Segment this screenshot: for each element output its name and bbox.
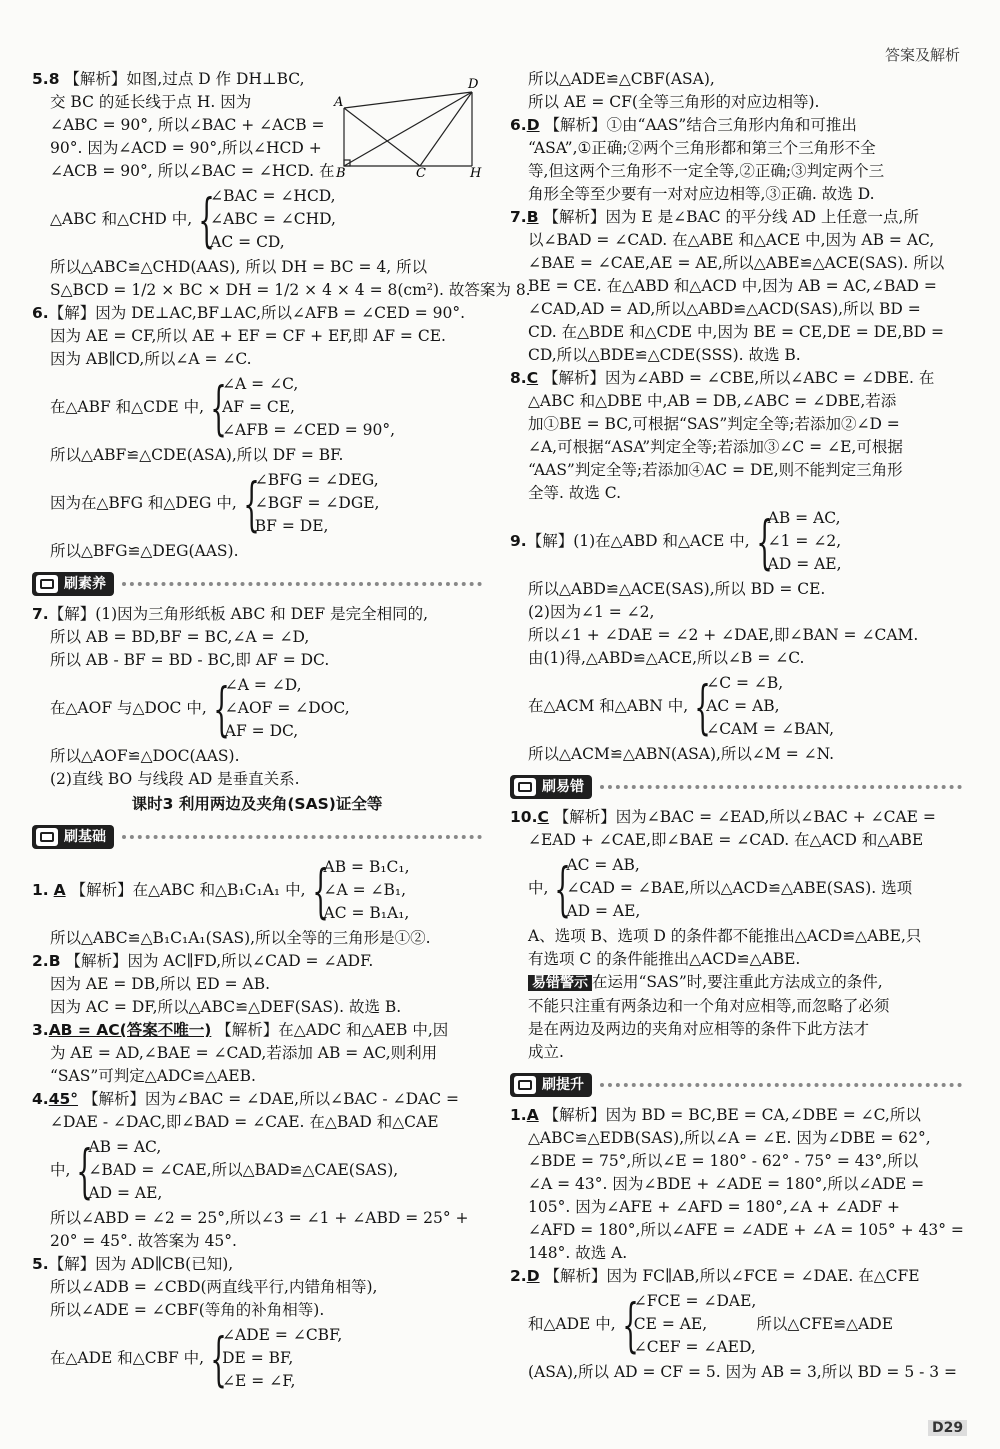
- r-q9-system2: 在△ACM 和△ABN 中, { ∠C = ∠B, AC = AB, ∠CAM = ∠BAN,: [528, 672, 835, 741]
- r-p2-system: 和△ADE 中, { ∠FCE = ∠DAE, CE = AE, ∠CEF = ∠AED, 所以△CFE≌△ADE: [528, 1290, 894, 1359]
- b4-line1: 4.45° 【解析】因为∠BAC = ∠DAE,所以∠BAC - ∠DAC =: [32, 1090, 459, 1108]
- b5-line1: 5.【解】因为 AD∥CB(已知),: [32, 1255, 234, 1273]
- banner-basics: 刷基础: [32, 822, 482, 852]
- r-p1-line1: 1.A 【解析】因为 BD = BC,BE = CA,∠DBE = ∠C,所以: [510, 1106, 921, 1124]
- q7-system: 在△AOF 与△DOC 中, { ∠A = ∠D, ∠AOF = ∠DOC, AF = DC,: [50, 674, 350, 743]
- book-icon: [36, 828, 58, 846]
- brace: {: [76, 1136, 94, 1205]
- r-q10-system: 中, { AC = AB, ∠CAD = ∠BAE, AD = AE, 所以△ACD≌△ABE(SAS). 选项: [528, 854, 913, 923]
- warn-line1: 易错警示 在运用“SAS”时,要注重此方法成立的条件,: [510, 971, 962, 995]
- brace: {: [554, 854, 572, 923]
- brace: {: [243, 469, 260, 538]
- label-d: D: [468, 77, 479, 92]
- right-column: 所以△ADE≌△CBF(ASA), 所以 AE = CF(全等三角形的对应边相等). 6.D 【解析】①由“AAS”结合三角形内角和可推出 “ASA”,①正确;②两个三角形都和第三个三角形不全 等,但这两个三角形不一定全等,②正确;③判定两个三 角形全等至少要有一对对应边相等,③正确. 故选 D. 7.B 【解析】因为 E 是∠BAC 的平分线 AD 上任意一点,所 以∠BAD = ∠CAD. 在△ABE 和△ACE 中,因为 AB = AC, ∠BAE = ∠CAE,AE = AE,所以△ABE≌△ACE(SAS). 所以 BE = CE. 在△ABD 和△ACD 中,因为 AB = AC,∠BAD = ∠CAD,AD = AD,所以△ABD≌△ACD(SAS),所以 BD = CD. 在△BDE 和△CDE 中,因为 BE = CE,DE = DE,BD = CD,所以△BDE≌△CDE(SSS). 故选 B. 8.C 【解析】因为∠ABD = ∠CBE,所以∠ABC = ∠DBE. 在 △ABC 和△DBE 中,AB = DB,∠ABC = ∠DBE,若添 加①BE = BC,可根据“SAS”判定全等;若添加②∠D = ∠A,可根据“ASA”判定全等;若添加③∠C = ∠E,可根据 “AAS”判定全等;若添加④AC = DE,则不能判定三角形 全等. 故选 C. 9. 【解】(1)在△ABD 和△ACE 中, { AB = AC, ∠1 = ∠2, AD = AE, 所以△ABD≌△ACE(SAS),所以 BD = CE. (2)因为∠1 = ∠2, 所以∠1 + ∠DAE = ∠2 + ∠DAE,即∠BAN = ∠CAM. 由(1)得,△ABD≌△ACE,所以∠B = ∠C. 在△ACM 和△ABN 中, { ∠C = ∠B, AC = AB, ∠CAM = ∠BAN, 所以△ACM≌△ABN(ASA),所以∠M = ∠N. 刷易错 10.C 【解析】因为∠BAC = ∠EAD,所以∠BAC + ∠CAE = ∠EAD + ∠CAE,即∠BAE = ∠CAD. 在△ACD 和△ABE 中, { AC = AB, ∠CAD = ∠BAE, AD = AE, 所以△ACD≌△ABE(SAS). 选项 A、选项 B、选项 D 的条件都不能推出△ACD≌△ABE,只 有选项 C 的条件能推出△ACD≌△ABE. 易错警示 在运用“SAS”时,要注重此方法成立的条件, 不能只注重有两条边和一个角对应相等,而忽略了必须 是在两边及两边的夹角对应相等的条件下此方法才 成立. 刷提升 1.A 【解析】因为 BD = BC,BE = CA,∠DBE = ∠C,所以 △ABC≌△EDB(SAS),所以∠A = ∠E. 因为∠DBE = 62°, ∠BDE = 75°,所以∠E = 180° - 62° - 75° = 43°,所以 ∠A = 43°. 因为∠BDE + ∠ADE = 180°,所以∠ADE = 105°. 因为∠AFE + ∠AFD = 180°,∠A + ∠ADF + ∠AFD = 180°,所以∠AFE = ∠ADE + ∠A = 105° + 43° = 148°. 故选 A. 2.D 【解析】因为 FC∥AB,所以∠FCE = ∠DAE. 在△CFE 和△ADE 中, { ∠FCE = ∠DAE, CE = AE, ∠CEF = ∠AED, 所以△CFE≌△ADE (ASA),所以 AD = CF = 5. 因为 AB = 3,所以 BD = 5 - 3 =: [510, 70, 964, 1381]
- brace: {: [198, 185, 216, 254]
- book-icon: [514, 1076, 536, 1094]
- section-title: 课时3 利用两边及夹角(SAS)证全等: [131, 795, 383, 813]
- q6-line1: 6.【解】因为 DE⊥AC,BF⊥AC,所以∠AFB = ∠CED = 90°.: [32, 304, 466, 322]
- r-q8-line1: 8.C 【解析】因为∠ABD = ∠CBE,所以∠ABC = ∠DBE. 在: [510, 369, 935, 387]
- label-a: A: [334, 95, 344, 110]
- brace: {: [622, 1290, 639, 1359]
- brace: {: [210, 373, 227, 442]
- r-q9-system1: 9. 【解】(1)在△ABD 和△ACE 中, { AB = AC, ∠1 = ∠2, AD = AE,: [510, 507, 842, 576]
- book-icon: [514, 778, 536, 796]
- banner-mistakes: 刷易错: [510, 772, 962, 802]
- r-q6-line1: 6.D 【解析】①由“AAS”结合三角形内角和可推出: [510, 116, 857, 134]
- q7-line1: 7.【解】(1)因为三角形纸板 ABC 和 DEF 是完全相同的,: [32, 605, 429, 623]
- r-q10-line1: 10.C 【解析】因为∠BAC = ∠EAD,所以∠BAC + ∠CAE =: [510, 808, 936, 826]
- page-header: 答案及解析: [884, 46, 960, 64]
- brace: {: [213, 674, 230, 743]
- dotted-divider: [122, 582, 482, 586]
- b1-system: 1. A 【解析】在△ABC 和△B₁C₁A₁ 中, { AB = B₁C₁, ∠A = ∠B₁, AC = B₁A₁,: [32, 856, 410, 925]
- warning-badge: 易错警示: [528, 975, 592, 991]
- label-b: B: [336, 166, 346, 181]
- q6-system1: 在△ABF 和△CDE 中, { ∠A = ∠C, AF = CE, ∠AFB = ∠CED = 90°,: [50, 373, 396, 442]
- b3-line1: 3.AB = AC(答案不唯一) 【解析】在△ADC 和△AEB 中,因: [32, 1021, 449, 1039]
- banner-literacy: 刷素养: [32, 569, 482, 599]
- b2-line1: 2.B 【解析】因为 AC∥FD,所以∠CAD = ∠ADF.: [32, 952, 374, 970]
- page-number: D29: [928, 1420, 967, 1436]
- brace: {: [311, 856, 329, 925]
- r-p2-line1: 2.D 【解析】因为 FC∥AB,所以∠FCE = ∠DAE. 在△CFE: [510, 1267, 920, 1285]
- brace: {: [694, 672, 712, 741]
- brace: {: [210, 1324, 227, 1393]
- q5-line1: 5.8 【解析】如图,过点 D 作 DH⊥BC,: [32, 70, 305, 88]
- q5-system: △ABC 和△CHD 中, { ∠BAC = ∠HCD, ∠ABC = ∠CHD, AC = CD,: [50, 185, 336, 254]
- left-column: 5.8 【解析】如图,过点 D 作 DH⊥BC, 交 BC 的延长线于点 H. 因为 ∠ABC = 90°, 所以∠BAC + ∠ACB = 90°. 因为∠ACD = 90°,所以∠HCD + ∠ACB = 90°, 所以∠BAC = ∠HCD. 在 △ABC 和△CHD 中, { ∠BAC = ∠HCD, ∠ABC = ∠CHD, AC = CD, 所以△ABC≌△CHD(AAS), 所以 DH = BC = 4, 所以 S△BCD = 1/2 × BC × DH = 1/2 × 4 × 4 = 8(cm²). 故答案为 8. 6.【解】因为 DE⊥AC,BF⊥AC,所以∠AFB = ∠CED = 90°. 因为 AE = CF,所以 AE + EF = CF + EF,即 AF = CE. 因为 AB∥CD,所以∠A = ∠C. 在△ABF 和△CDE 中, { ∠A = ∠C, AF = CE, ∠AFB = ∠CED = 90°, 所以△ABF≌△CDE(ASA),所以 DF = BF. 因为在△BFG 和△DEG 中, { ∠BFG = ∠DEG, ∠BGF = ∠DGE, BF = DE, 所以△BFG≌△DEG(AAS). 刷素养 7.【解】(1)因为三角形纸板 ABC 和 DEF 是完全相同的, 所以 AB = BD,BF = BC,∠A = ∠D, 所以 AB - BF = BD - BC,即 AF = DC. 在△AOF 与△DOC 中, { ∠A = ∠D, ∠AOF = ∠DOC, AF = DC, 所以△AOF≌△DOC(AAS). (2)直线 BO 与线段 AD 是垂直关系. 课时3 利用两边及夹角(SAS)证全等 刷基础 1. A 【解析】在△ABC 和△B₁C₁A₁ 中, { AB = B₁C₁, ∠A = ∠B₁, AC = B₁A₁, 所以△ABC≌△B₁C₁A₁(SAS),所以全等的三角形是①②. 2.B 【解析】因为 AC∥FD,所以∠CAD = ∠ADF. 因为 AE = DB,所以 ED = AB. 因为 AC = DF,所以△ABC≌△DEF(SAS). 故选 B. 3.AB = AC(答案不唯一) 【解析】在△ADC 和△AEB 中,因 为 AE = AD,∠BAE = ∠CAD,若添加 AB = AC,则利用 “SAS”可判定△ADC≌△AEB. 4.45° 【解析】因为∠BAC = ∠DAE,所以∠BAC - ∠DAC = ∠DAE - ∠DAC,即∠BAD = ∠CAE. 在△BAD 和△CAE 中, { AB = AC, ∠BAD = ∠CAE, AD = AE, 所以△BAD≌△CAE(SAS), 所以∠ABD = ∠2 = 25°,所以∠3 = ∠1 + ∠ABD = 25° + 20° = 45°. 故答案为 45°. 5.【解】因为 AD∥CB(已知), 所以∠ADB = ∠CBD(两直线平行,内错角相等), 所以∠ADE = ∠CBF(等角的补角相等). 在△ADE 和△CBF 中, { ∠ADE = ∠CBF, DE = BF, ∠E = ∠F,: [32, 70, 531, 1393]
- b5-system: 在△ADE 和△CBF 中, { ∠ADE = ∠CBF, DE = BF, ∠E = ∠F,: [50, 1324, 343, 1393]
- q6-system2: 因为在△BFG 和△DEG 中, { ∠BFG = ∠DEG, ∠BGF = ∠DGE, BF = DE,: [50, 469, 380, 538]
- brace: {: [755, 507, 773, 576]
- b4-system: 中, { AB = AC, ∠BAD = ∠CAE, AD = AE, 所以△BAD≌△CAE(SAS),: [50, 1136, 399, 1205]
- label-h: H: [470, 166, 482, 181]
- label-c: C: [416, 166, 426, 181]
- dotted-divider: [122, 835, 482, 839]
- r-q7-line1: 7.B 【解析】因为 E 是∠BAC 的平分线 AD 上任意一点,所: [510, 208, 919, 226]
- book-icon: [36, 575, 58, 593]
- dotted-divider: [600, 785, 962, 789]
- dotted-divider: [600, 1083, 962, 1087]
- banner-improve: 刷提升: [510, 1070, 962, 1100]
